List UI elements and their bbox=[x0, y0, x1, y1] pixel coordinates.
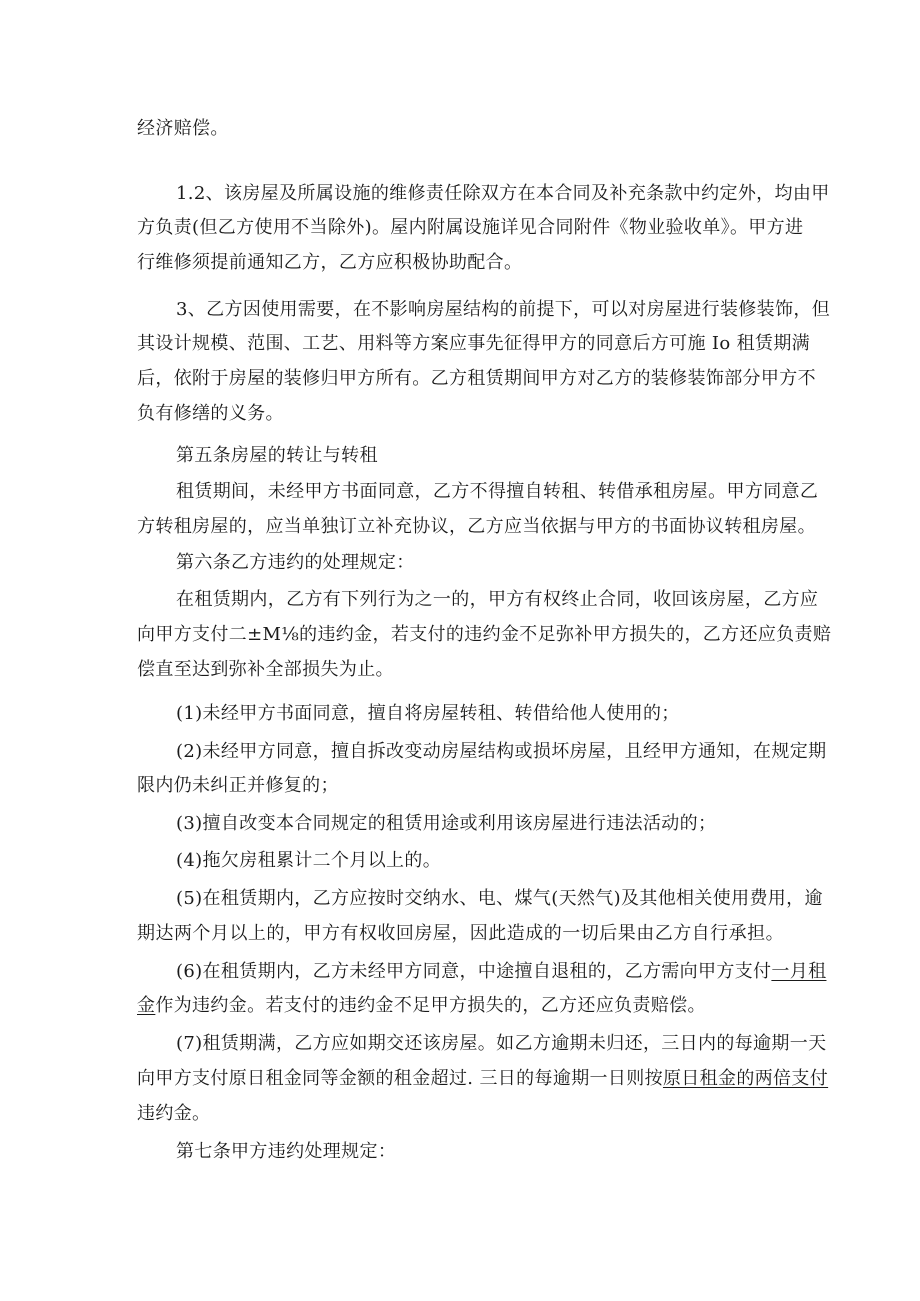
text-span: (6)在租赁期内，乙方未经甲方同意，中途擅自退租的，乙方需向甲方支付 bbox=[176, 961, 772, 982]
text-line: 行维修须提前通知乙方，乙方应积极协助配合。 bbox=[137, 252, 523, 273]
text-line: 后，依附于房屋的装修归甲方所有。乙方租赁期间甲方对乙方的装修装饰部分甲方不 bbox=[137, 368, 816, 389]
text-span: 向甲方支付原日租金同等金额的租金超过. 三日的每逾期一日则按 bbox=[137, 1068, 663, 1089]
text-line: 负有修缮的义务。 bbox=[137, 403, 284, 424]
underlined-term: 一月租 bbox=[771, 961, 827, 982]
list-item: (3)擅自改变本合同规定的租赁用途或利用该房屋进行违法活动的； bbox=[176, 813, 717, 834]
article-heading: 第六条乙方违约的处理规定： bbox=[176, 552, 415, 573]
text-line bbox=[137, 994, 706, 1018]
text-line: 方转租房屋的，应当单独订立补充协议，乙方应当依据与甲方的书面协议转租房屋。 bbox=[137, 516, 816, 537]
article-heading: 第七条甲方违约处理规定： bbox=[176, 1141, 397, 1162]
article-heading: 第五条房屋的转让与转租 bbox=[176, 445, 378, 466]
text-line: 违约金。 bbox=[137, 1103, 211, 1124]
text-line: 期达两个月以上的，甲方有权收回房屋，因此造成的一切后果由乙方自行承担。 bbox=[137, 923, 784, 944]
text-span: 作为违约金。若支付的违约金不足甲方损失的，乙方还应负责赔偿。 bbox=[155, 995, 706, 1016]
text-line: 1.2、该房屋及所属设施的维修责任除双方在本合同及补充条款中约定外，均由甲 bbox=[176, 183, 830, 204]
list-item: (5)在租赁期内，乙方应按时交纳水、电、煤气(天然气)及其他相关使用费用，逾 bbox=[176, 888, 823, 909]
text-line bbox=[137, 1067, 828, 1091]
text-line: 方负责(但乙方使用不当除外)。屋内附属设施详见合同附件《物业验收单》。甲方进 bbox=[137, 217, 804, 238]
text-line: 限内仍未纠正并修复的； bbox=[137, 775, 339, 796]
list-item bbox=[176, 960, 826, 984]
underlined-term: 原日租金的两倍支付 bbox=[662, 1068, 829, 1089]
underlined-term: 金 bbox=[137, 995, 156, 1016]
list-item: (1)未经甲方书面同意，擅自将房屋转租、转借给他人使用的； bbox=[176, 703, 680, 724]
text-line: 向甲方支付二±M⅛的违约金，若支付的违约金不足弥补甲方损失的，乙方还应负责赔 bbox=[137, 624, 832, 645]
text-line: 租赁期间，未经甲方书面同意，乙方不得擅自转租、转借承租房屋。甲方同意乙 bbox=[176, 481, 819, 502]
list-item: (2)未经甲方同意，擅自拆改变动房屋结构或损坏房屋，且经甲方通知，在规定期 bbox=[176, 741, 827, 762]
list-item: (4)拖欠房租累计二个月以上的。 bbox=[176, 850, 442, 871]
text-line: 3、乙方因使用需要，在不影响房屋结构的前提下，可以对房屋进行装修装饰，但 bbox=[176, 299, 831, 320]
text-line: 在租赁期内，乙方有下列行为之一的，甲方有权终止合同，收回该房屋，乙方应 bbox=[176, 589, 819, 610]
text-line: 其设计规模、范围、工艺、用料等方案应事先征得甲方的同意后方可施 Io 租赁期满 bbox=[137, 333, 811, 354]
list-item: (7)租赁期满，乙方应如期交还该房屋。如乙方逾期未归还，三日内的每逾期一天 bbox=[176, 1033, 827, 1054]
text-line: 偿直至达到弥补全部损失为止。 bbox=[137, 659, 394, 680]
text-line: 经济赔偿。 bbox=[137, 118, 229, 139]
